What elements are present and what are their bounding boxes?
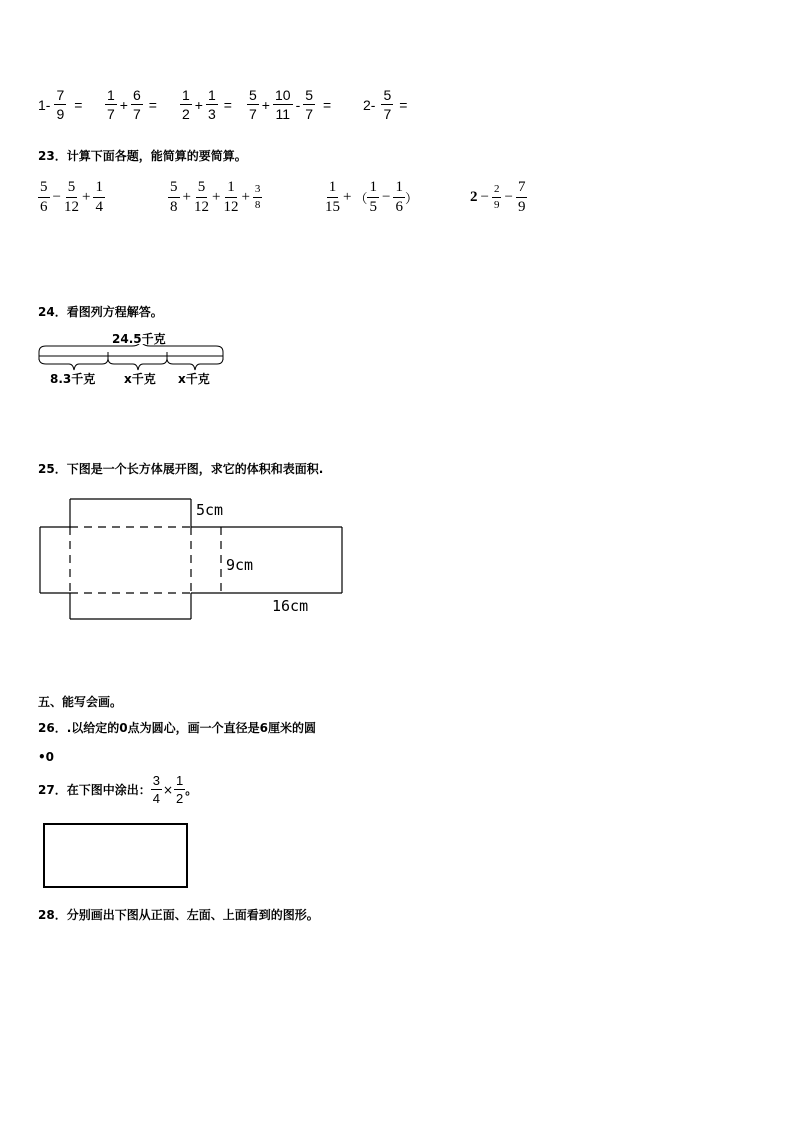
expr-row1-4: 5 7 + $\frac{10}{11}$ - $\frac{5}{7}$ = (249, 87, 332, 122)
q23-expr-1: 5 6 − $\frac{5}{12}$ + $\frac{1}{4}$ (40, 179, 103, 215)
q27-title-row: 27．在下图中涂出： $\frac{3}{4}$ × $\frac{1}{2}$ 。 (38, 773, 198, 806)
q24-segment-diagram (36, 344, 228, 372)
fraction: $\frac{5}{7}$ (305, 87, 314, 122)
expr-row1-1 (38, 88, 85, 121)
q26-center-point: •0 (38, 750, 55, 764)
q27-shade-rectangle[interactable] (43, 823, 188, 888)
fraction: $\frac{5}{12}$ (193, 179, 209, 215)
fraction: $\frac{1}{3}$ (207, 87, 216, 122)
fraction: 1 2 (182, 87, 190, 122)
expr-row1-2: 1 7 + $\frac{6}{7}$ = (107, 87, 157, 122)
fraction: 5 7 (249, 87, 257, 122)
expr-row1-5: 2- $\frac{5}{7}$ = (363, 87, 408, 122)
fraction: $\frac{7}{9}$ (56, 87, 65, 122)
q25-label-5cm: 5cm (196, 501, 224, 519)
expr-row1-3: 1 2 + $\frac{1}{3}$ = (182, 87, 232, 122)
q23-title: 23．计算下面各题，能简算的要简算。 (38, 149, 247, 163)
q24-seg3-label: x千克 (178, 372, 210, 386)
fraction: $\frac{3}{4}$ (152, 773, 160, 806)
fraction: $\frac{1}{12}$ (223, 179, 239, 215)
fraction: $\frac{6}{7}$ (132, 87, 141, 122)
fraction: 5 8 (170, 179, 178, 215)
section5-title: 五、能写会画。 (38, 695, 123, 709)
fraction: $\frac{1}{4}$ (95, 179, 103, 215)
fraction: 1 7 (107, 87, 115, 122)
q26-title: 26．.以给定的0点为圆心，画一个直径是6厘米的圆 (38, 721, 316, 735)
q25-label-16cm: 16cm (272, 597, 309, 615)
q24-title: 24．看图列方程解答。 (38, 305, 163, 319)
q23-expr-4: 2 − $\frac{2}{9}$ − $\frac{7}{9}$ (470, 179, 526, 215)
fraction: $\frac{7}{9}$ (517, 179, 526, 215)
q25-title: 25．下图是一个长方体展开图，求它的体积和表面积. (38, 462, 324, 476)
term: 1- (38, 96, 51, 113)
fraction: 1 15 (325, 179, 340, 215)
equals: = (74, 96, 83, 113)
q23-expr-2: 5 8 + $\frac{5}{12}$ + $\frac{1}{12}$ + $\frac{3}{8}$ (170, 179, 261, 215)
q23-expr-3: 1 15 + （ 1 5 − $\frac{1}{6}$ ） (325, 179, 418, 215)
q28-title: 28．分别画出下图从正面、左面、上面看到的图形。 (38, 908, 319, 922)
fraction: $\frac{3}{8}$ (254, 183, 261, 211)
fraction: $\frac{1}{6}$ (395, 179, 403, 215)
q24-total-label: 24.5千克 (112, 332, 166, 346)
q24-seg1-label: 8.3千克 (50, 372, 96, 386)
fraction: 1 5 (369, 179, 377, 215)
q25-label-9cm: 9cm (226, 556, 254, 574)
q27-title: 27．在下图中涂出： (38, 783, 151, 797)
fraction: 5 6 (40, 179, 48, 215)
fraction: $\frac{1}{2}$ (176, 773, 184, 806)
fraction: $\frac{2}{9}$ (493, 183, 500, 211)
q24-seg2-label: x千克 (124, 372, 156, 386)
fraction: $\frac{5}{7}$ (383, 87, 392, 122)
fraction: $\frac{5}{12}$ (63, 179, 79, 215)
fraction: $\frac{10}{11}$ (274, 87, 291, 122)
